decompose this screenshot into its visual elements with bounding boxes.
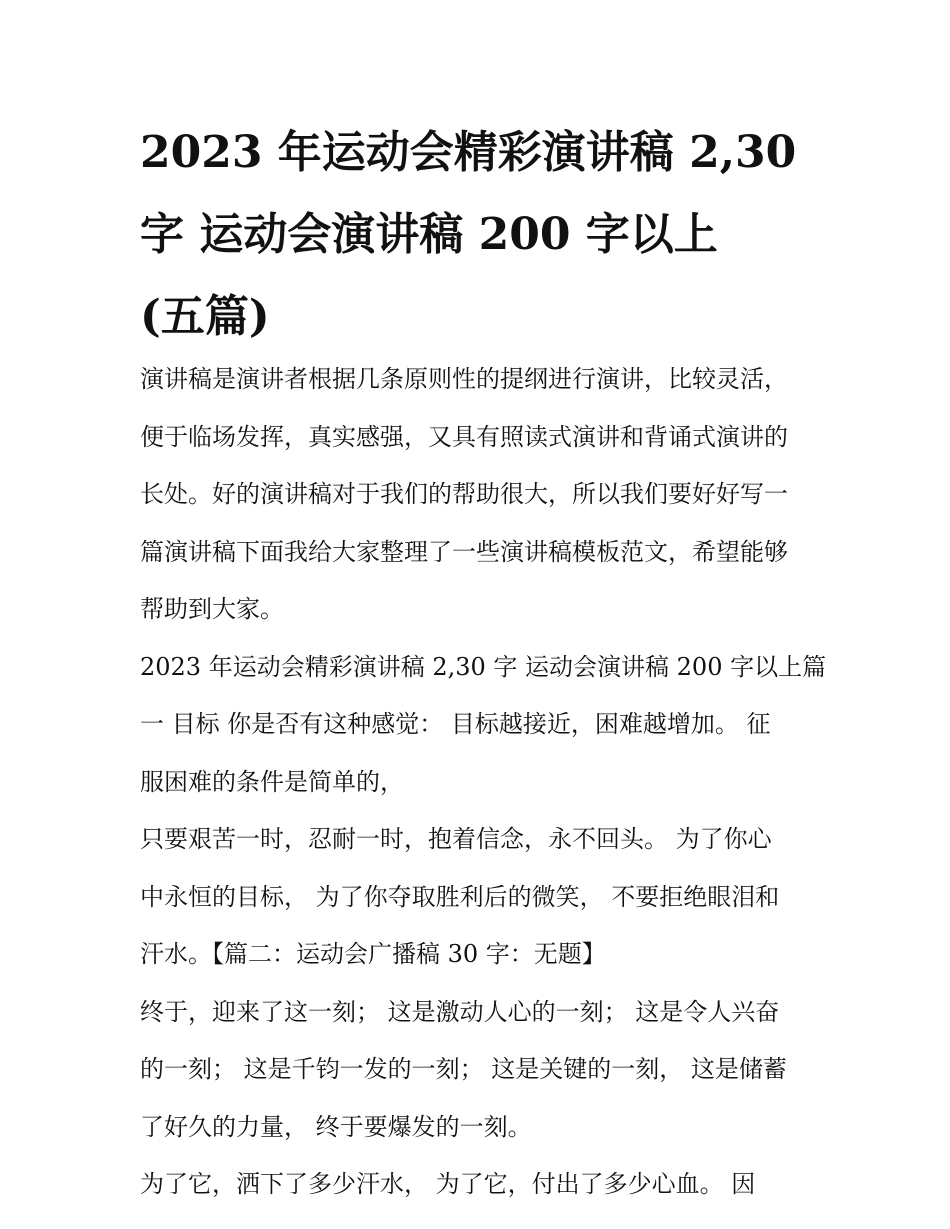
body-line: 为了它，洒下了多少汗水， 为了它，付出了多少心血。 因 [140,1170,756,1198]
title-line: (五篇) [140,291,270,342]
document-body [140,351,827,1214]
title-line: 字 运动会演讲稿 200 字以上 [140,209,718,260]
body-line: 长处。好的演讲稿对于我们的帮助很大，所以我们要好好写一 [140,480,788,508]
body-line: 2023 年运动会精彩演讲稿 2,30 字 运动会演讲稿 200 字以上篇 [140,652,827,681]
body-line: 的一刻； 这是千钧一发的一刻； 这是关键的一刻， 这是储蓄 [140,1055,787,1083]
body-line: 演讲稿是演讲者根据几条原则性的提纲进行演讲，比较灵活， [140,365,788,393]
body-line: 篇演讲稿下面我给大家整理了一些演讲稿模板范文，希望能够 [140,537,788,566]
body-line: 中永恒的目标， 为了你夺取胜利后的微笑， 不要拒绝眼泪和 [140,882,780,911]
body-line: 只要艰苦一时，忍耐一时，抱着信念，永不回头。 为了你心 [140,825,772,853]
body-line: 汗水。【篇二：运动会广播稿 30 字：无题】 [140,940,606,968]
body-line: 了好久的力量， 终于要爆发的一刻。 [140,1112,532,1141]
body-line: 终于，迎来了这一刻； 这是激动人心的一刻； 这是令人兴奋 [140,997,780,1026]
title-line: 2023 年运动会精彩演讲稿 2,30 [140,127,797,178]
body-line: 一 目标 你是否有这种感觉： 目标越接近，困难越增加。 征 [140,710,771,738]
body-line: 便于临场发挥，真实感强，又具有照读式演讲和背诵式演讲的 [140,422,788,451]
body-line: 帮助到大家。 [140,595,284,623]
body-line: 服困难的条件是简单的， [140,767,404,796]
document-title [140,112,810,358]
